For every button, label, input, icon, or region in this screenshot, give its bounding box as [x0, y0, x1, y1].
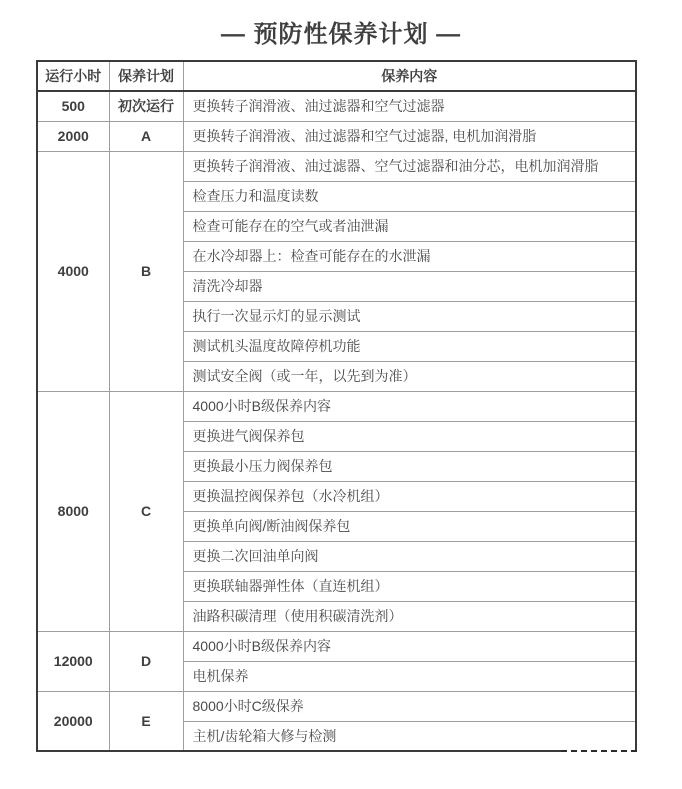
header-row: [37, 61, 636, 91]
table-header: [37, 61, 636, 91]
maintenance-item-cell: 电机保养: [183, 661, 636, 691]
maintenance-item-cell: 更换最小压力阀保养包: [183, 451, 636, 481]
maintenance-plan-cell: A: [109, 121, 183, 151]
table-body: [37, 91, 636, 751]
maintenance-item-cell: 更换转子润滑液、油过滤器和空气过滤器: [183, 91, 636, 121]
maintenance-item-cell: 更换二次回油单向阀: [183, 541, 636, 571]
maintenance-item-cell: 4000小时B级保养内容: [183, 391, 636, 421]
maintenance-item-cell: 主机/齿轮箱大修与检测: [183, 721, 636, 751]
maintenance-item-cell: 4000小时B级保养内容: [183, 631, 636, 661]
operating-hours-cell: 8000: [37, 391, 109, 631]
maintenance-plan-cell: C: [109, 391, 183, 631]
page-title: — 预防性保养计划 —: [220, 21, 462, 48]
maintenance-item-cell: 检查压力和温度读数: [183, 181, 636, 211]
table-row: [37, 691, 636, 721]
maintenance-item-cell: 清洗冷却器: [183, 271, 636, 301]
operating-hours-cell: 2000: [37, 121, 109, 151]
operating-hours-cell: 20000: [37, 691, 109, 751]
maintenance-item-cell: 更换转子润滑液、油过滤器、空气过滤器和油分芯，电机加润滑脂: [183, 151, 636, 181]
maintenance-item-cell: 测试安全阀（或一年，以先到为准）: [183, 361, 636, 391]
operating-hours-cell: 500: [37, 91, 109, 121]
maintenance-plan-table-wrap: [36, 60, 637, 752]
maintenance-item-cell: 更换温控阀保养包（水冷机组）: [183, 481, 636, 511]
maintenance-plan-cell: 初次运行: [109, 91, 183, 121]
maintenance-item-cell: 更换转子润滑液、油过滤器和空气过滤器, 电机加润滑脂: [183, 121, 636, 151]
header-maintenance-plan: 保养计划: [109, 61, 183, 91]
maintenance-plan-cell: B: [109, 151, 183, 391]
maintenance-plan-table: [36, 60, 637, 752]
table-row: [37, 151, 636, 181]
maintenance-item-cell: 执行一次显示灯的显示测试: [183, 301, 636, 331]
operating-hours-cell: 12000: [37, 631, 109, 691]
table-row: [37, 121, 636, 151]
bottom-dash-artifact: [561, 750, 637, 752]
maintenance-item-cell: 在水冷却器上：检查可能存在的水泄漏: [183, 241, 636, 271]
maintenance-item-cell: 检查可能存在的空气或者油泄漏: [183, 211, 636, 241]
maintenance-plan-cell: E: [109, 691, 183, 751]
maintenance-item-cell: 更换联轴器弹性体（直连机组）: [183, 571, 636, 601]
maintenance-item-cell: 油路积碳清理（使用积碳清洗剂）: [183, 601, 636, 631]
table-row: [37, 631, 636, 661]
maintenance-plan-cell: D: [109, 631, 183, 691]
operating-hours-cell: 4000: [37, 151, 109, 391]
header-operating-hours: 运行小时: [37, 61, 109, 91]
maintenance-item-cell: 更换单向阀/断油阀保养包: [183, 511, 636, 541]
maintenance-item-cell: 8000小时C级保养: [183, 691, 636, 721]
table-row: [37, 91, 636, 121]
table-row: [37, 391, 636, 421]
header-maintenance-content: 保养内容: [183, 61, 636, 91]
maintenance-item-cell: 更换进气阀保养包: [183, 421, 636, 451]
maintenance-item-cell: 测试机头温度故障停机功能: [183, 331, 636, 361]
